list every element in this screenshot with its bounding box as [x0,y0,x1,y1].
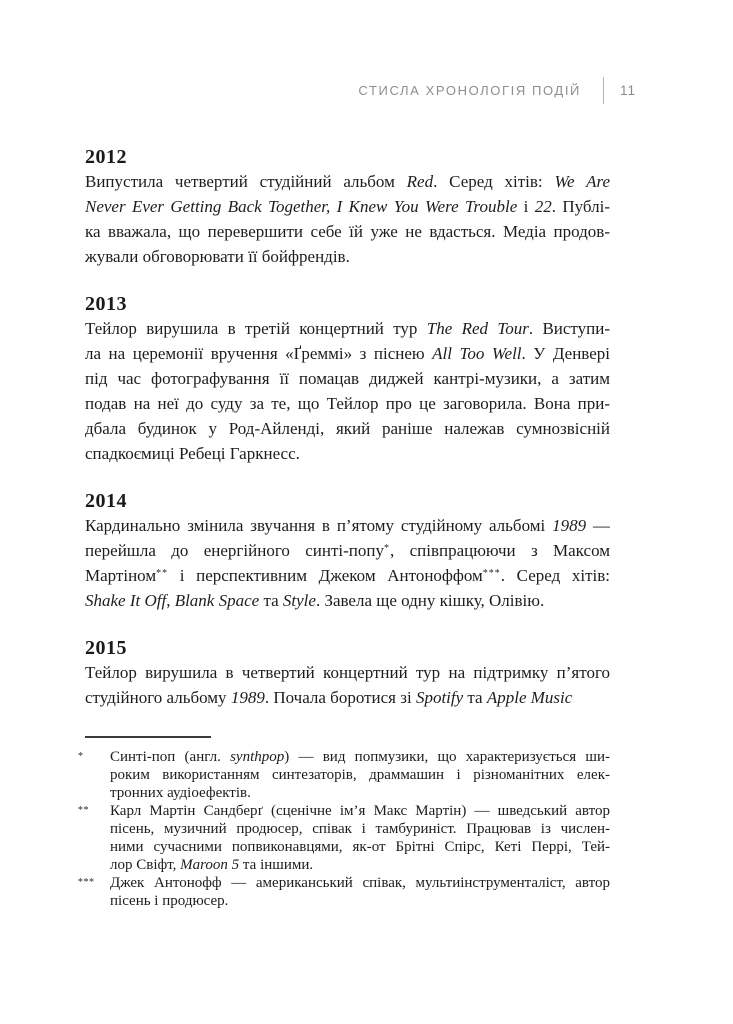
text-line [85,244,610,269]
text-line [85,538,610,563]
italic-text: We Are [554,172,610,191]
italic-text: 1989 [230,688,265,707]
footnote-marker: *** [78,877,95,888]
footnote-line [110,838,610,856]
text-segment: ними сучасними попвиконавцями, як-от Брітні Спірс, Кеті Перрі, Тей- [110,839,610,855]
text-segment: пісень, музичний продюсер, співак і тамбуриніст. Працював із числен- [110,821,610,837]
text-segment: дбала будинок у Род-Айленді, який раніше належав сумнозвісній [85,419,610,438]
footnote-reference-marker: ** [156,568,169,579]
text-segment: , співпрацюючи з Максом [389,541,610,560]
text-line [85,416,610,441]
text-line [85,341,610,366]
text-segment: . Серед хітів: [433,172,555,191]
text-segment: , [166,591,175,610]
text-line [85,563,610,588]
footnote-text [110,802,610,874]
text-segment: під час фотографування її помацав диджей кантрі-музики, а затим [85,369,610,388]
text-segment: Випустила четвертий студійний альбом [85,172,407,191]
text-segment: . Завела ще одну кішку, Олівію. [315,591,545,610]
italic-text: 22 [534,197,552,216]
italic-text: Shake It Off [85,591,167,610]
text-segment: пісень і продюсер. [110,893,229,909]
italic-text: The Red Tour [426,319,529,338]
text-segment: Джек Антонофф — американський співак, мультиінструменталіст, автор [110,875,610,891]
text-segment: . Виступи- [528,319,610,338]
year-heading: 2013 [85,293,127,315]
footnote-reference-marker: *** [482,568,501,579]
text-segment: . У Денвері [521,344,610,363]
text-segment: . Публі- [551,197,610,216]
text-segment: та іншими. [239,857,314,873]
paragraph [85,513,610,613]
year-heading: 2014 [85,490,127,512]
text-segment: — [586,516,610,535]
text-segment: ) — вид попмузики, що характеризується ши- [284,749,610,765]
footnote-item [78,748,610,802]
year-heading: 2012 [85,146,127,168]
text-segment: і перспективним Джеком Антоноффом [168,566,483,585]
footnote-line [110,874,610,892]
footnote-line [110,802,610,820]
text-segment: ка вважала, що перевершити себе їй уже не вдасться. Медіа продов- [85,222,610,241]
header-divider [603,77,604,104]
text-line [85,219,610,244]
text-line [85,513,610,538]
footnote-item [78,802,610,874]
italic-text: Style [282,591,316,610]
text-segment: студійного альбому [85,688,231,707]
text-segment: і [517,197,535,216]
chronology-sections [85,146,610,710]
text-segment: жували обговорювати її бойфрендів. [85,247,350,266]
footnote-marker: * [78,751,84,762]
italic-text: Maroon 5 [180,857,240,873]
text-segment: роким використанням синтезаторів, драммашин і різноманітних елек- [110,767,610,783]
text-line [85,660,610,685]
text-segment: Карл Мартін Сандберґ (сценічне ім’я Макс Мартін) — шведський автор [110,803,610,819]
paragraph [85,660,610,710]
footnote-text [110,748,610,802]
italic-text: synthpop [230,749,285,765]
text-segment: . Серед хітів: [500,566,610,585]
text-segment: перейшла до енергійного синті-попу [85,541,384,560]
text-segment: тронних аудіоефектів. [110,785,251,801]
year-heading: 2015 [85,637,127,659]
text-segment: та [259,591,283,610]
text-line [85,588,610,613]
chronology-section [85,637,610,710]
text-line [85,366,610,391]
text-line [85,685,610,710]
footnotes-block [78,748,610,910]
italic-text: Red [406,172,434,191]
text-segment: та [463,688,487,707]
paragraph [85,316,610,466]
footnote-item [78,874,610,910]
italic-text: 1989 [552,516,587,535]
footnote-marker: ** [78,805,89,816]
running-header [0,77,636,104]
chronology-section [85,293,610,466]
text-segment: . Почала боротися зі [264,688,416,707]
footnote-line [110,892,610,910]
running-header-title: СТИСЛА ХРОНОЛОГІЯ ПОДІЙ [358,83,581,98]
footnote-line [110,856,610,874]
text-segment: Кардинально змінила звучання в п’ятому студійному альбомі [85,516,553,535]
text-segment: спадкоємиці Ребеці Гаркнесс. [85,444,300,463]
text-segment: Синті-поп (англ. [110,749,231,765]
text-segment: Мартіном [85,566,157,585]
italic-text: Blank Space [174,591,260,610]
footnote-line [110,820,610,838]
footnote-line [110,766,610,784]
text-segment: Тейлор вирушила в четвертий концертний тур на підтримку п’ятого [85,663,610,682]
footnote-reference-marker: * [383,543,390,554]
italic-text: Spotify [415,688,464,707]
chronology-section [85,146,610,269]
paragraph [85,169,610,269]
page-content [78,146,610,910]
text-segment: Тейлор вирушила в третій концертний тур [85,319,427,338]
footnote-text [110,874,610,910]
text-segment: ла на церемонії вручення «Ґреммі» з піснею [85,344,433,363]
text-line [85,441,610,466]
italic-text: All Too Well [432,344,522,363]
footnote-separator-rule [85,736,211,738]
italic-text: Never Ever Getting Back Together, I Knew You Were Trouble [85,197,518,216]
footnote-line [110,784,610,802]
text-segment: подав на неї до суду за те, що Тейлор про це заговорила. Вона при- [85,394,610,413]
chronology-section [85,490,610,613]
footnote-line [110,748,610,766]
italic-text: Apple Music [486,688,573,707]
text-line [85,194,610,219]
text-segment: лор Свіфт, [110,857,181,873]
page-number: 11 [619,83,636,98]
text-line [85,391,610,416]
text-line [85,316,610,341]
text-line [85,169,610,194]
